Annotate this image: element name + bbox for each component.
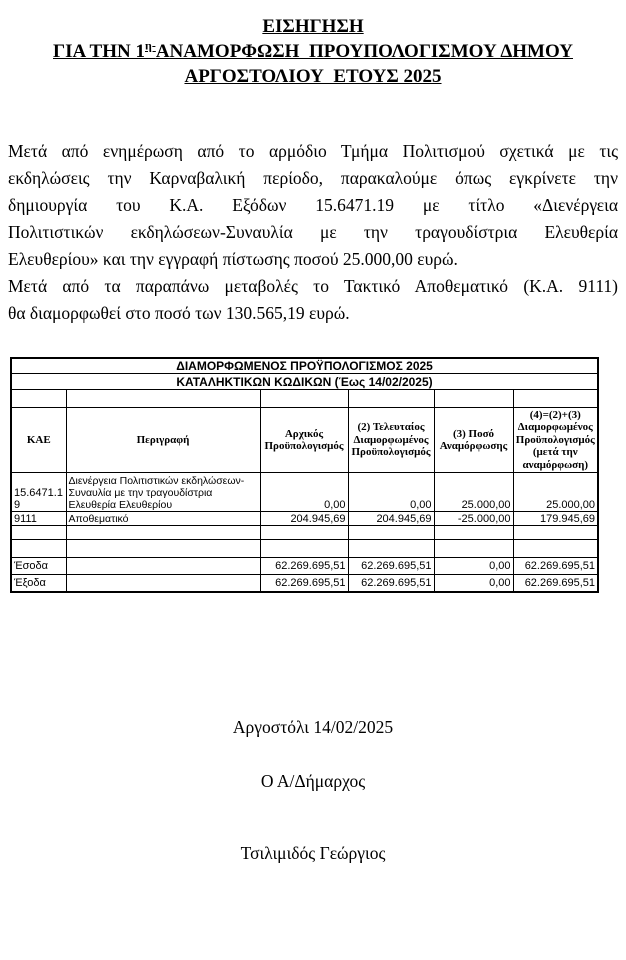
description-cell: Διενέργεια Πολιτιστικών εκδηλώσεων-Συναυλία με την τραγουδίστρια Ελευθερία Ελευθερίου	[66, 473, 260, 512]
amendment-cell: 0,00	[434, 558, 513, 575]
column-header-description: Περιγραφή	[66, 408, 260, 473]
initial-budget-cell: 62.269.695,51	[260, 575, 348, 593]
title-line-3	[8, 64, 618, 89]
final-budget-cell: 62.269.695,51	[513, 558, 598, 575]
initial-budget-cell: 62.269.695,51	[260, 558, 348, 575]
empty-cell	[11, 540, 66, 558]
empty-cell	[260, 390, 348, 408]
paragraph-1-line: Πολιτιστικών εκδηλώσεων-Συναυλία με την τραγουδίστρια Ελευθερία	[8, 222, 618, 242]
document-title	[8, 14, 618, 89]
last-budget-cell: 204.945,69	[348, 512, 434, 526]
paragraph-2-line: Μετά από τα παραπάνω μεταβολές το Τακτικό Αποθεματικό (Κ.Α. 9111)	[8, 276, 618, 296]
table-title-row-2	[11, 374, 598, 390]
totals-row-expenses	[11, 575, 598, 593]
column-header-amendment-amount: (3) Ποσό Αναμόρφωσης	[434, 408, 513, 473]
table-title-1: ΔΙΑΜΟΡΦΩΜΕΝΟΣ ΠΡΟΫΠΟΛΟΓΙΣΜΟΣ 2025	[11, 358, 598, 374]
amendment-cell: 0,00	[434, 575, 513, 593]
totals-label: Έσοδα	[11, 558, 66, 575]
empty-cell	[434, 526, 513, 540]
empty-cell	[66, 558, 260, 575]
empty-cell	[66, 575, 260, 593]
initial-budget-cell: 0,00	[260, 473, 348, 512]
table-row	[11, 512, 598, 526]
column-header-last-budget: (2) Τελευταίος Διαμορφωμένος Προϋπολογισμός	[348, 408, 434, 473]
column-header-final-budget: (4)=(2)+(3) Διαμορφωμένος Προϋπολογισμός (μετά την αναμόρφωση)	[513, 408, 598, 473]
table-spacer-row	[11, 526, 598, 540]
table-title-2: ΚΑΤΑΛΗΚΤΙΚΩΝ ΚΩΔΙΚΩΝ (Έως 14/02/2025)	[11, 374, 598, 390]
amendment-cell: 25.000,00	[434, 473, 513, 512]
paragraph-2	[8, 273, 618, 327]
totals-label: Έξοδα	[11, 575, 66, 593]
empty-cell	[513, 540, 598, 558]
final-budget-cell: 179.945,69	[513, 512, 598, 526]
table-title-row-1	[11, 358, 598, 374]
empty-cell	[260, 540, 348, 558]
empty-cell	[434, 540, 513, 558]
paragraph-1	[8, 138, 618, 273]
column-header-kae: ΚΑΕ	[11, 408, 66, 473]
empty-cell	[348, 390, 434, 408]
title-text-2	[53, 38, 573, 62]
place-and-date: Αργοστόλι 14/02/2025	[232, 717, 394, 737]
table-spacer-row	[11, 540, 598, 558]
title-superscript: η-	[145, 38, 156, 53]
empty-cell	[348, 526, 434, 540]
paragraph-1-line: Μετά από ενημέρωση από το αρμόδιο Τμήμα Πολιτισμού σχετικά με τις	[8, 141, 618, 161]
title-text-3: ΑΡΓΟΣΤΟΛΙΟΥ ΕΤΟΥΣ 2025	[184, 66, 442, 87]
last-budget-cell: 62.269.695,51	[348, 558, 434, 575]
final-budget-cell: 25.000,00	[513, 473, 598, 512]
paragraph-1-line: Ελευθερίου» και την εγγραφή πίστωσης ποσού 25.000,00 ευρώ.	[8, 249, 458, 269]
empty-cell	[66, 526, 260, 540]
paragraph-2-line: θα διαμορφωθεί στο ποσό των 130.565,19 ευρώ.	[8, 303, 350, 323]
description-cell: Αποθεματικό	[66, 512, 260, 526]
empty-cell	[434, 390, 513, 408]
table-header-row	[11, 408, 598, 473]
title-line-2-prefix: ΓΙΑ ΤΗΝ 1	[53, 41, 145, 62]
signatory-name: Τσιλιμιδός Γεώργιος	[240, 843, 386, 863]
initial-budget-cell: 204.945,69	[260, 512, 348, 526]
signature-block	[8, 717, 618, 864]
table-row	[11, 473, 598, 512]
title-line-2	[8, 39, 618, 64]
signatory-role: Ο Α/Δήμαρχος	[260, 771, 366, 791]
table-spacer-row	[11, 390, 598, 408]
title-text-1: ΕΙΣΗΓΗΣΗ	[262, 16, 364, 37]
title-line-1	[8, 14, 618, 39]
column-header-initial-budget: Αρχικός Προϋπολογισμός	[260, 408, 348, 473]
kae-cell: 9111	[11, 512, 66, 526]
empty-cell	[260, 526, 348, 540]
paragraph-1-line: εκδηλώσεις την Καρναβαλική περίοδο, παρακαλούμε όπως εγκρίνετε την	[8, 168, 618, 188]
body-text	[8, 138, 618, 327]
kae-cell: 15.6471.19	[11, 473, 66, 512]
totals-row-revenue	[11, 558, 598, 575]
empty-cell	[513, 390, 598, 408]
empty-cell	[348, 540, 434, 558]
empty-cell	[11, 526, 66, 540]
amendment-cell: -25.000,00	[434, 512, 513, 526]
empty-cell	[66, 540, 260, 558]
last-budget-cell: 62.269.695,51	[348, 575, 434, 593]
empty-cell	[513, 526, 598, 540]
title-line-2-rest: ΑΝΑΜΟΡΦΩΣΗ ΠΡΟΥΠΟΛΟΓΙΣΜΟΥ ΔΗΜΟΥ	[155, 41, 573, 62]
empty-cell	[66, 390, 260, 408]
last-budget-cell: 0,00	[348, 473, 434, 512]
final-budget-cell: 62.269.695,51	[513, 575, 598, 593]
budget-table	[10, 357, 599, 593]
paragraph-1-line: δημιουργία του Κ.Α. Εξόδων 15.6471.19 με τίτλο «Διενέργεια	[8, 195, 618, 215]
empty-cell	[11, 390, 66, 408]
